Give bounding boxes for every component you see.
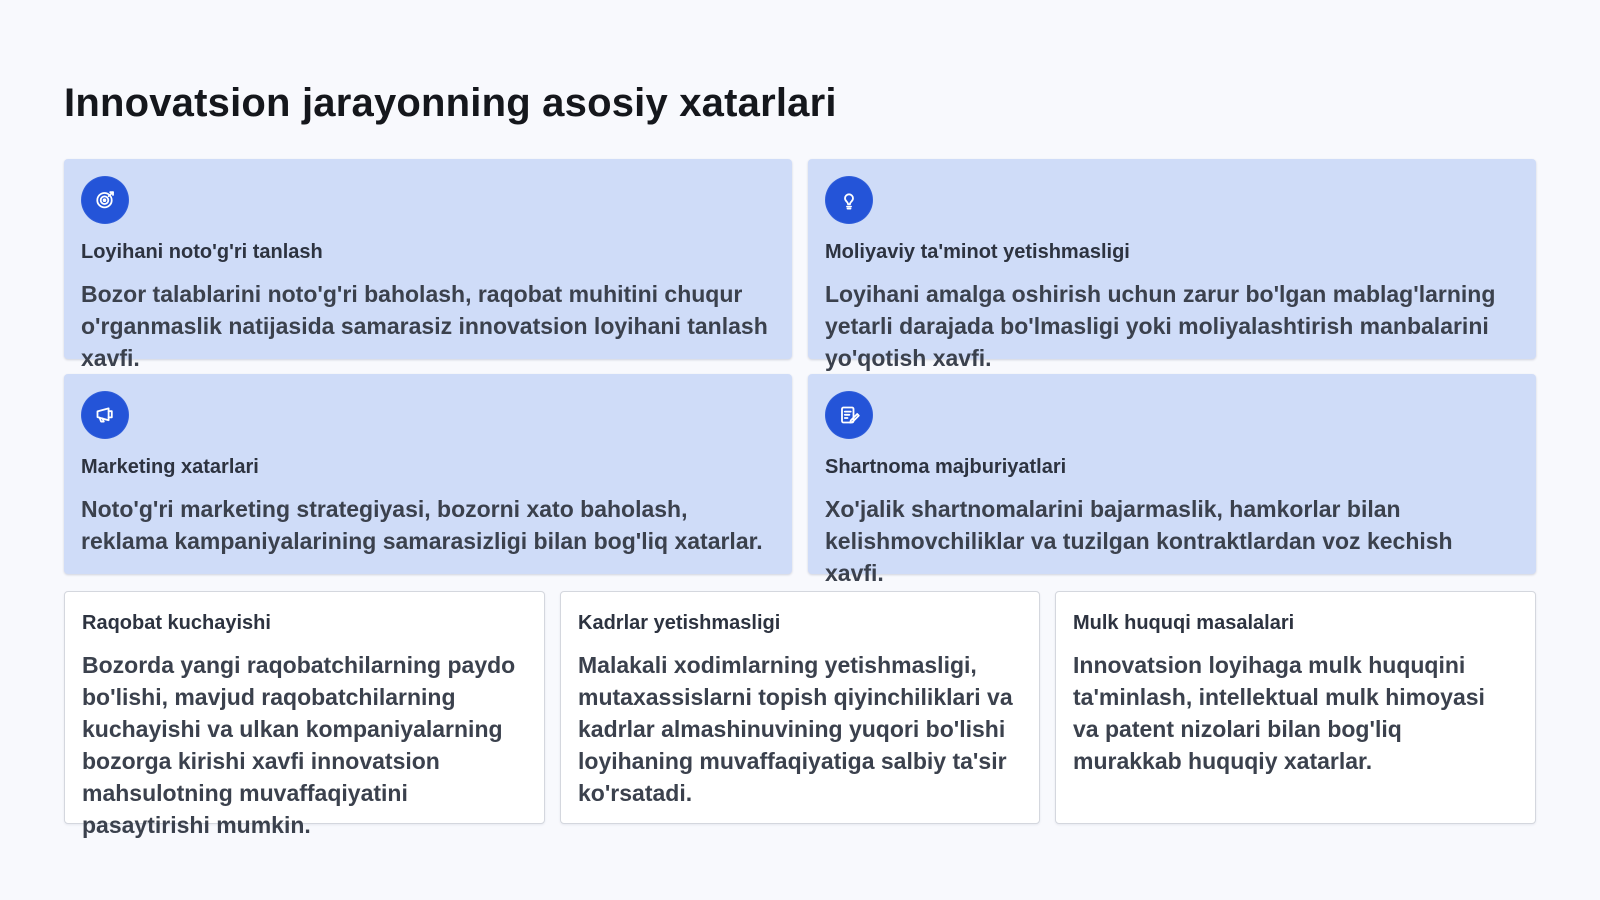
risk-card-title: Shartnoma majburiyatlari (825, 456, 1067, 478)
risk-card-staffing (560, 591, 1040, 824)
risk-card-contract (808, 374, 1536, 586)
lightbulb-icon (825, 176, 873, 224)
risk-card-description: Bozorda yangi raqobatchilarning paydo bo'lishi, mavjud raqobatchilarning kuchayishi va ulkan kompaniyalarning bozorga kirishi xavfi innovatsion mahsulotning muvaffaqiyatini pasaytirishi mumkin. (82, 652, 516, 838)
target-icon (81, 176, 129, 224)
risk-card-description: Noto'g'ri marketing strategiyasi, bozorni xato baholash, reklama kampaniyalarining samarasizligi bilan bog'liq xatarlar. (81, 496, 763, 554)
risk-card-financing (808, 159, 1536, 371)
risk-card-marketing (64, 374, 792, 574)
risk-card-title: Moliyaviy ta'minot yetishmasligi (825, 241, 1130, 263)
risk-card-title: Marketing xatarlari (81, 456, 259, 478)
risk-card-property-rights (1055, 591, 1536, 824)
risk-card-project-selection (64, 159, 792, 371)
page-title: Innovatsion jarayonning asosiy xatarlari (64, 81, 837, 125)
risk-card-title: Raqobat kuchayishi (82, 612, 271, 634)
contract-icon (825, 391, 873, 439)
marketing-icon (81, 391, 129, 439)
risk-card-description: Malakali xodimlarning yetishmasligi, mutaxassislarni topish qiyinchiliklari va kadrlar almashinuvining yuqori bo'lishi loyihaning muvaffaqiyatiga salbiy ta'sir ko'rsatadi. (578, 652, 1013, 806)
risk-card-title: Mulk huquqi masalalari (1073, 612, 1295, 634)
risk-card-title: Kadrlar yetishmasligi (578, 612, 781, 634)
risk-card-description: Xo'jalik shartnomalarini bajarmaslik, hamkorlar bilan kelishmovchiliklar va tuzilgan kontraktlardan voz kechish xavfi. (825, 496, 1453, 586)
risk-card-competition (64, 591, 545, 838)
risk-card-title: Loyihani noto'g'ri tanlash (81, 241, 323, 263)
risk-card-description: Loyihani amalga oshirish uchun zarur bo'lgan mablag'larning yetarli darajada bo'lmasligi yoki moliyalashtirish manbalarini yo'qotish xavfi. (825, 281, 1496, 371)
risk-card-description: Innovatsion loyihaga mulk huquqini ta'minlash, intellektual mulk himoyasi va patent nizolari bilan bog'liq murakkab huquqiy xatarlar. (1073, 652, 1485, 774)
risk-card-description: Bozor talablarini noto'g'ri baholash, raqobat muhitini chuqur o'rganmaslik natijasida samarasiz innovatsion loyihani tanlash xavfi. (81, 281, 768, 371)
